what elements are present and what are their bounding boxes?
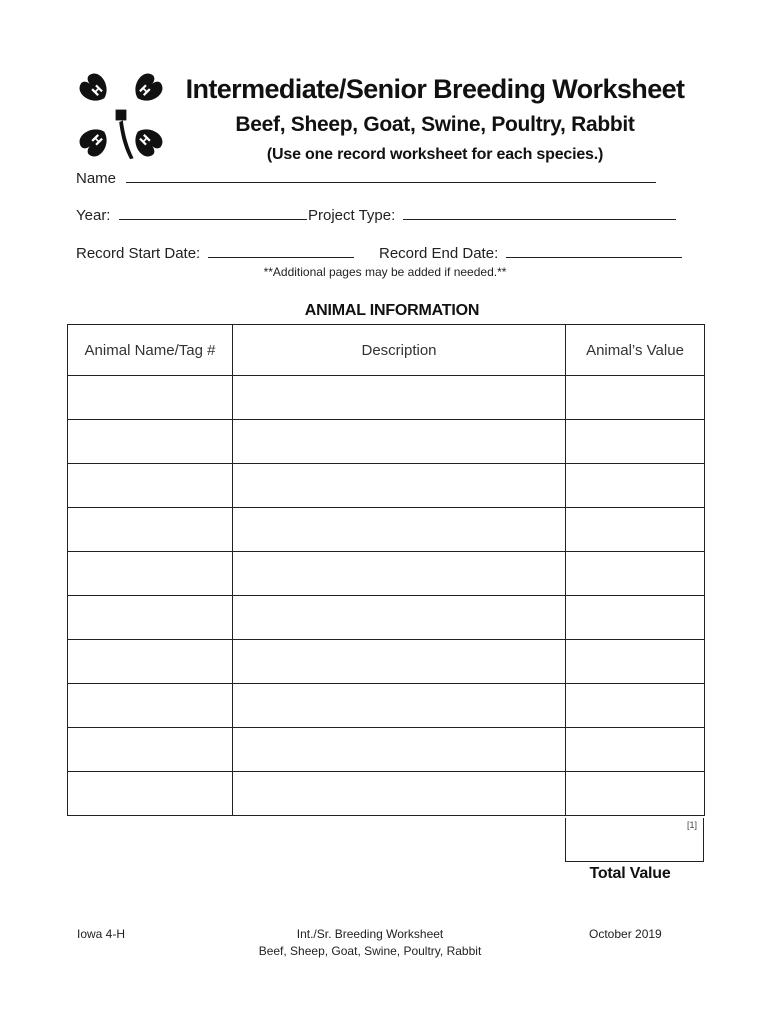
footer-center-line2: Beef, Sheep, Goat, Swine, Poultry, Rabbit (258, 944, 482, 958)
column-header-animal-value: Animal’s Value (566, 325, 705, 376)
svg-text:H: H (136, 131, 154, 148)
table-row (68, 552, 705, 596)
record-start-label: Record Start Date: (76, 245, 201, 262)
page-title: Intermediate/Senior Breeding Worksheet (185, 74, 685, 104)
table-header-row (68, 325, 705, 376)
animal-name-cell[interactable] (68, 552, 233, 596)
section-title: ANIMAL INFORMATION (304, 302, 480, 319)
column-header-animal-name: Animal Name/Tag # (68, 325, 233, 376)
animal-name-cell[interactable] (68, 728, 233, 772)
description-cell[interactable] (233, 728, 566, 772)
footer-center-line1: Int./Sr. Breeding Worksheet (296, 927, 444, 941)
record-end-input-line[interactable] (506, 243, 682, 258)
description-cell[interactable] (233, 684, 566, 728)
animal-value-cell[interactable] (566, 420, 705, 464)
svg-text:H: H (88, 82, 106, 99)
animal-name-cell[interactable] (68, 596, 233, 640)
animal-name-cell[interactable] (68, 772, 233, 816)
description-cell[interactable] (233, 596, 566, 640)
table-row (68, 464, 705, 508)
animal-value-cell[interactable] (566, 552, 705, 596)
year-field (76, 205, 307, 224)
description-cell[interactable] (233, 772, 566, 816)
animal-value-cell[interactable] (566, 464, 705, 508)
project-type-input-line[interactable] (403, 205, 676, 220)
table-row (68, 420, 705, 464)
record-end-field (379, 243, 682, 262)
project-type-field (308, 205, 676, 224)
additional-pages-note: **Additional pages may be added if needed.** (263, 265, 507, 279)
table-row (68, 684, 705, 728)
svg-text:H: H (88, 131, 106, 148)
record-start-input-line[interactable] (208, 243, 354, 258)
column-header-description: Description (233, 325, 566, 376)
animal-name-cell[interactable] (68, 640, 233, 684)
footer-left: Iowa 4-H (77, 927, 126, 941)
svg-text:H: H (136, 82, 154, 99)
description-cell[interactable] (233, 420, 566, 464)
name-label: Name (76, 170, 117, 187)
animal-value-cell[interactable] (566, 684, 705, 728)
total-value-label: Total Value (589, 865, 671, 882)
year-label: Year: (76, 207, 111, 224)
animal-name-cell[interactable] (68, 464, 233, 508)
animal-name-cell[interactable] (68, 420, 233, 464)
table-row (68, 772, 705, 816)
project-type-label: Project Type: (308, 207, 396, 224)
year-input-line[interactable] (119, 205, 307, 220)
table-row (68, 376, 705, 420)
record-start-field (76, 243, 354, 262)
name-input-line[interactable] (126, 168, 656, 183)
description-cell[interactable] (233, 640, 566, 684)
description-cell[interactable] (233, 552, 566, 596)
footer-right: October 2019 (589, 927, 662, 941)
animal-value-cell[interactable] (566, 508, 705, 552)
table-row (68, 596, 705, 640)
page-subtitle: Beef, Sheep, Goat, Swine, Poultry, Rabbit (235, 113, 635, 136)
description-cell[interactable] (233, 508, 566, 552)
animal-name-cell[interactable] (68, 376, 233, 420)
total-ref-marker: [1] (686, 820, 697, 830)
animal-value-cell[interactable] (566, 728, 705, 772)
description-cell[interactable] (233, 464, 566, 508)
table-row (68, 640, 705, 684)
animal-value-cell[interactable] (566, 376, 705, 420)
instruction-text: (Use one record worksheet for each species.) (266, 146, 604, 163)
record-end-label: Record End Date: (379, 245, 499, 262)
animal-value-cell[interactable] (566, 640, 705, 684)
table-row (68, 508, 705, 552)
name-field (76, 168, 656, 187)
animal-name-cell[interactable] (68, 684, 233, 728)
animal-value-cell[interactable] (566, 772, 705, 816)
animal-name-cell[interactable] (68, 508, 233, 552)
animal-value-cell[interactable] (566, 596, 705, 640)
description-cell[interactable] (233, 376, 566, 420)
table-row (68, 728, 705, 772)
total-value-box[interactable] (565, 818, 704, 862)
animal-information-table (67, 324, 705, 816)
